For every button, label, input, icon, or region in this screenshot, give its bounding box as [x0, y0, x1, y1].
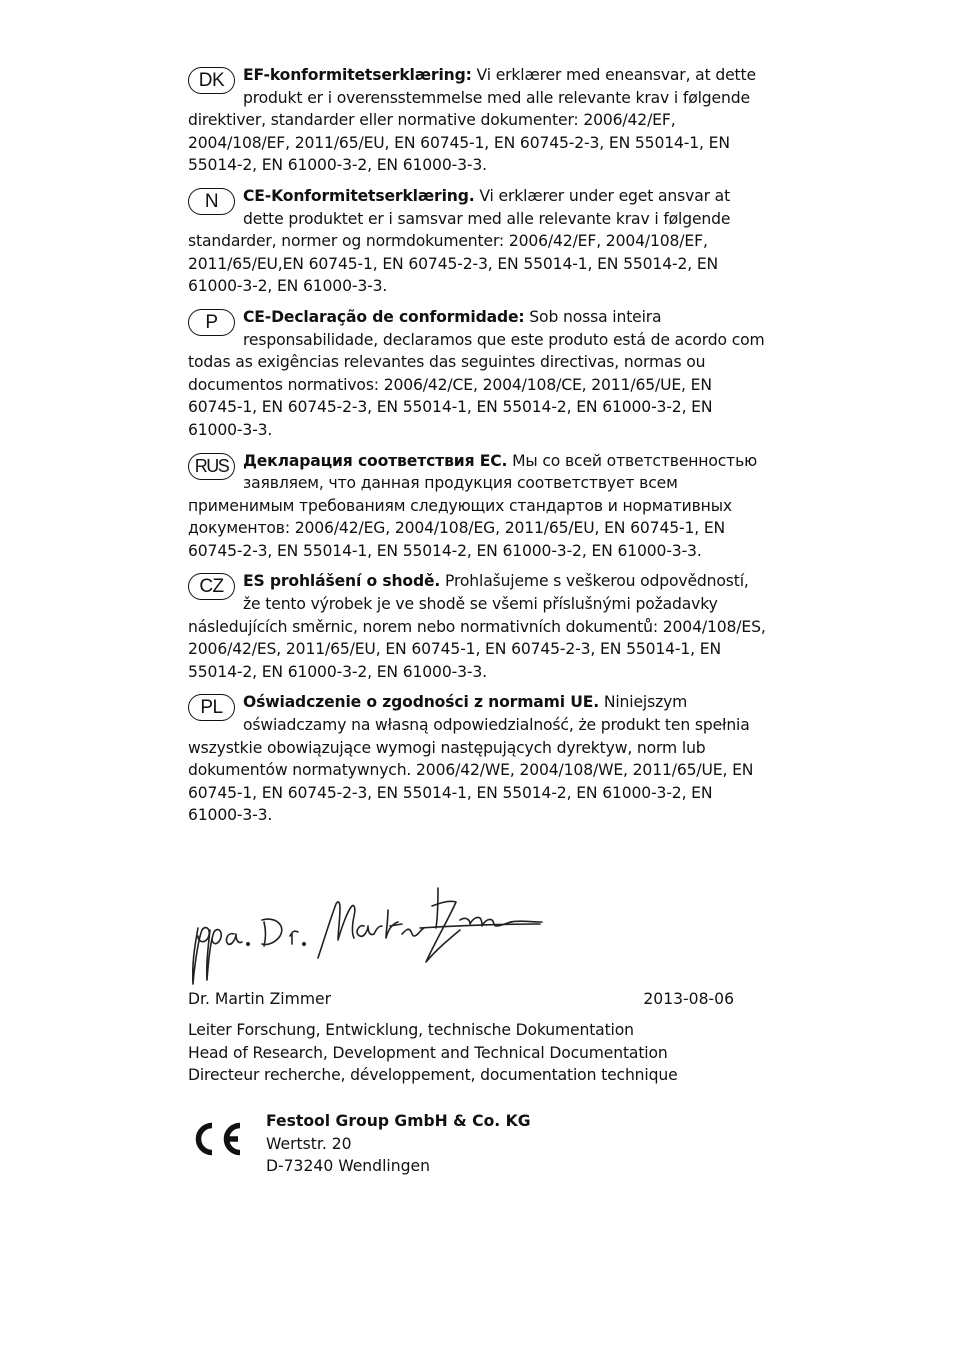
declaration-cz — [188, 570, 768, 683]
ce-mark-icon — [192, 1121, 244, 1157]
country-badge-p: P — [188, 309, 235, 336]
company-city: D-73240 Wendlingen — [266, 1157, 431, 1176]
country-badge-rus: RUS — [188, 453, 235, 480]
declaration-heading: EF-konformitetserklæring: — [243, 66, 472, 84]
declaration-text: Vi erklærer under eget ansvar at dette produktet er i samsvar med alle relevante krav i følgende standarder, normer og normdokumenter: 2006/42/EF, 2004/108/EF, 2011/65/EU,EN 60745-1, EN 60745-2-3, EN 55014-1, EN 55014-2, EN 61000-3-2, EN 61000-3-3. — [188, 186, 731, 296]
signature-date: 2013-08-06 — [643, 990, 734, 1008]
declaration-heading: Декларация соответствия ЕС. — [243, 451, 508, 470]
country-badge-n: N — [188, 188, 235, 215]
declaration-dk — [188, 64, 768, 177]
company-name: Festool Group GmbH & Co. KG — [266, 1112, 531, 1130]
declaration-text: Prohlašujeme s veškerou odpovědností, že tento výrobek je ve shodě se všemi příslušnými požadavky následujících směrnic, norem nebo normativních dokumentů: 2004/108/ES, 2006/42/ES, 2011/65/EU, EN 60745-1, EN 60745-2-3, EN 55014-1, EN 55014-2, EN 61000-3-2, EN 61000-3-3. — [188, 572, 766, 681]
company-address — [266, 1110, 531, 1178]
title-de: Leiter Forschung, Entwicklung, technische Dokumentation — [188, 1021, 634, 1039]
declaration-text: Мы со всей ответственностью заявляем, что данная продукция соответствует всем применимым требованиям следующих стандартов и нормативных документов: 2006/42/EG, 2004/108/EG, 2011/65/EU, EN 60745-1, EN 60745-2-3, EN 55014-1, EN 55014-2, EN 61000-3-2, EN 61000-3-3. — [188, 451, 758, 560]
declaration-pl — [188, 691, 768, 827]
country-badge-cz: CZ — [188, 573, 235, 600]
declaration-n — [188, 185, 768, 298]
signatory-name: Dr. Martin Zimmer — [188, 990, 332, 1008]
country-badge-dk: DK — [188, 67, 235, 94]
declaration-heading: ES prohlášení o shodě. — [243, 572, 441, 591]
country-badge-pl: PL — [188, 694, 235, 721]
declarations-list — [188, 64, 768, 835]
declaration-text: Sob nossa inteira responsabilidade, declaramos que este produto está de acordo com todas as exigências relevantes das seguintes directivas, normas ou documentos normativos: 2006/42/CE, 2004/108/CE, 2011/65/UE, EN 60745-1, EN 60745-2-3, EN 55014-1, EN 55014-2, EN 61000-3-2, EN 61000-3-3. — [188, 307, 765, 439]
declaration-heading: CE-Konformitetserklæring. — [243, 186, 475, 205]
declaration-heading: CE-Declaração de conformidade: — [243, 307, 525, 326]
company-street: Wertstr. 20 — [266, 1134, 352, 1153]
declaration-text: Vi erklærer med eneansvar, at dette produkt er i overensstemmelse med alle relevante krav i følgende direktiver, standarder eller normative dokumenter: 2006/42/EF, 2004/108/EF, 2011/65/EU, EN 60745-1, EN 60745-2-3, EN 55014-1, EN 55014-2, EN 61000-3-2, EN 61000-3-3. — [188, 66, 756, 175]
declaration-p — [188, 306, 768, 442]
title-fr: Directeur recherche, développement, documentation technique — [188, 1066, 678, 1085]
declaration-heading: Oświadczenie o zgodności z normami UE. — [243, 693, 600, 712]
title-en: Head of Research, Development and Technical Documentation — [188, 1043, 668, 1062]
handwritten-signature — [180, 880, 560, 990]
declaration-text: Niniejszym oświadczamy na własną odpowiedzialność, że produkt ten spełnia wszystkie obowiązujące wymogi następujących dyrektyw, norm lub dokumentów normatywnych. 2006/42/WE, 2004/108/WE, 2011/65/UE, EN 60745-1, EN 60745-2-3, EN 55014-1, EN 55014-2, EN 61000-3-2, EN 61000-3-3. — [188, 693, 754, 825]
signatory-titles — [188, 1019, 678, 1087]
declaration-rus — [188, 450, 768, 563]
